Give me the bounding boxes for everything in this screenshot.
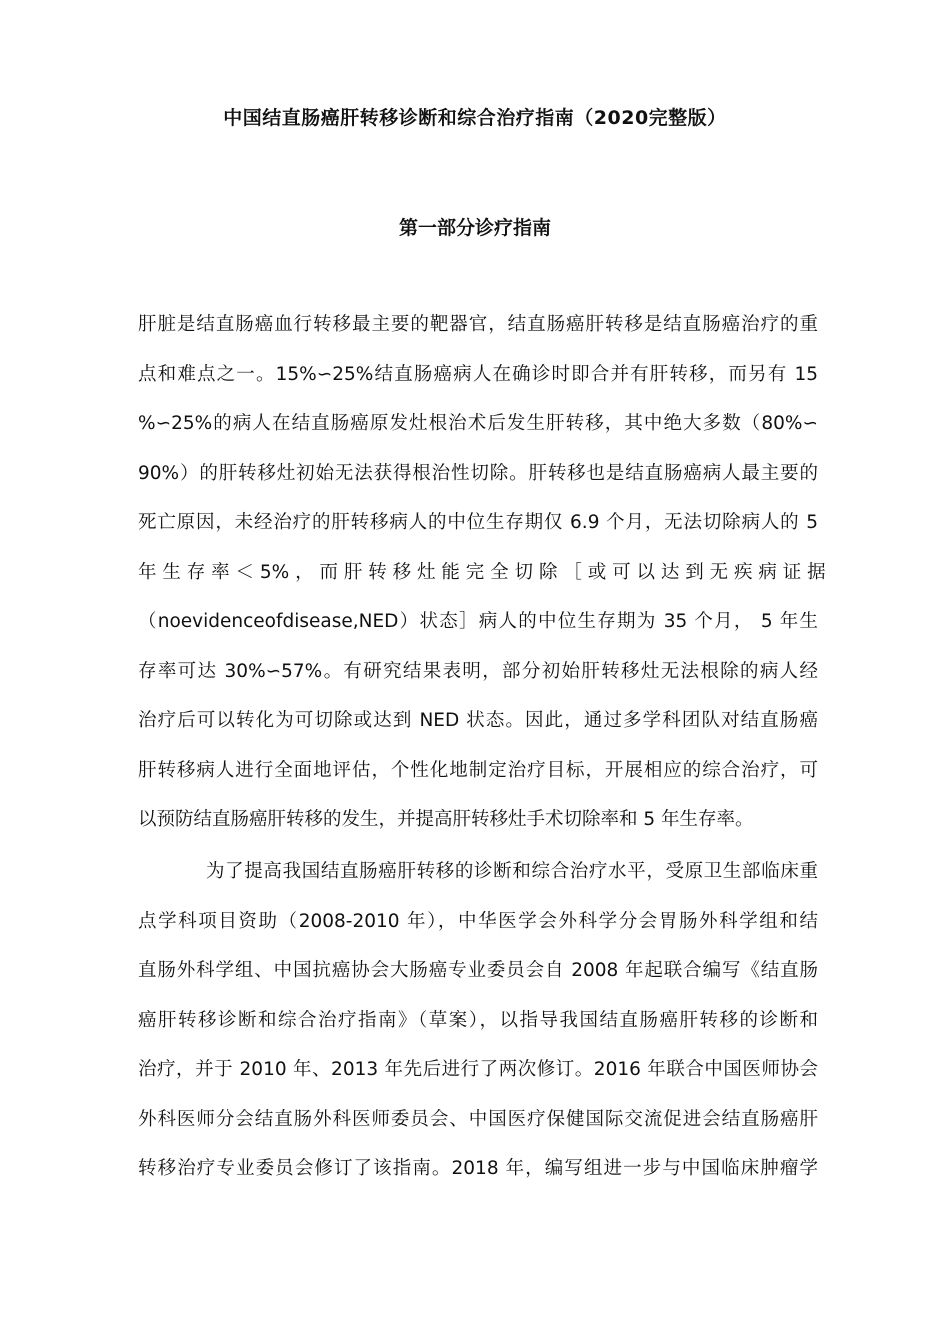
- paragraph-line: 肝脏是结直肠癌血行转移最主要的靶器官，结直肠癌肝转移是结直肠癌治疗的重: [138, 314, 818, 335]
- paragraph-line: 直肠外科学组、中国抗癌协会大肠癌专业委员会自 2008 年起联合编写《结直肠: [138, 960, 818, 981]
- paragraph-line: 治疗后可以转化为可切除或达到 NED 状态。因此，通过多学科团队对结直肠癌: [138, 710, 818, 731]
- paragraph-line: 为了提高我国结直肠癌肝转移的诊断和综合治疗水平，受原卫生部临床重: [206, 861, 818, 882]
- section-title: 第一部分诊疗指南: [398, 217, 551, 239]
- paragraph-line: 点学科项目资助（2008-2010 年），中华医学会外科学分会胃肠外科学组和结: [138, 910, 818, 932]
- document-title: 中国结直肠癌肝转移诊断和综合治疗指南（2020完整版）: [223, 107, 727, 129]
- paragraph-line: 以预防结直肠癌肝转移的发生，并提高肝转移灶手术切除率和 5 年生存率。: [138, 809, 754, 830]
- paragraph-line: 点和难点之一。15%∽25%结直肠癌病人在确诊时即合并有肝转移，而另有 15: [138, 363, 818, 385]
- paragraph-line: 转移治疗专业委员会修订了该指南。2018 年，编写组进一步与中国临床肿瘤学: [138, 1158, 818, 1179]
- paragraph-line: 外科医师分会结直肠外科医师委员会、中国医疗保健国际交流促进会结直肠癌肝: [138, 1108, 818, 1130]
- paragraph-line: 癌肝转移诊断和综合治疗指南》（草案），以指导我国结直肠癌肝转移的诊断和: [138, 1009, 818, 1031]
- paragraph-line: %∽25%的病人在结直肠癌原发灶根治术后发生肝转移，其中绝大多数（80%∽: [138, 413, 818, 434]
- paragraph-line: 肝转移病人进行全面地评估，个性化地制定治疗目标，开展相应的综合治疗，可: [138, 759, 818, 781]
- paragraph-line: 90%）的肝转移灶初始无法获得根治性切除。肝转移也是结直肠癌病人最主要的: [138, 462, 818, 484]
- paragraph-line: 死亡原因，未经治疗的肝转移病人的中位生存期仅 6.9 个月，无法切除病人的 5: [138, 512, 818, 533]
- paragraph-line: 年 生 存 率 ＜ 5% ， 而 肝 转 移 灶 能 完 全 切 除 ［ 或 可 以 达 到 无 疾 病 证 据: [138, 561, 826, 583]
- paragraph-line: （noevidenceofdisease,NED）状态］病人的中位生存期为 35 个月， 5 年生: [138, 611, 818, 632]
- paragraph-line: 存率可达 30%∽57%。有研究结果表明，部分初始肝转移灶无法根除的病人经: [138, 660, 818, 682]
- paragraph-line: 治疗，并于 2010 年、2013 年先后进行了两次修订。2016 年联合中国医师协会: [138, 1059, 818, 1080]
